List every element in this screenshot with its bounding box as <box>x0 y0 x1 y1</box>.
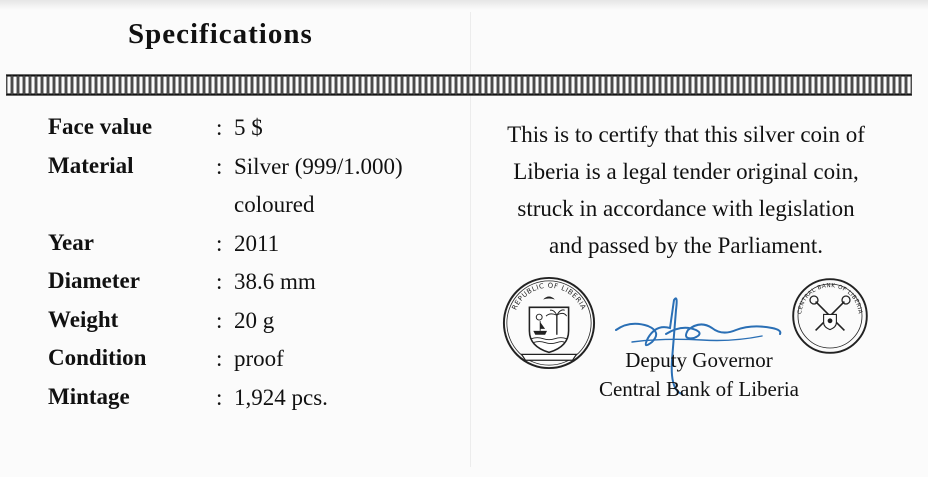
spec-value: 38.6 mm <box>234 269 316 294</box>
spec-label: Condition <box>48 345 147 370</box>
spec-label: Year <box>48 229 94 255</box>
spec-value-continued: coloured <box>234 192 315 217</box>
top-edge-shadow <box>0 0 928 10</box>
spec-label: Weight <box>48 306 119 332</box>
spec-separator: : <box>216 307 223 333</box>
svg-text:CENTRAL BANK OF LIBERIA: CENTRAL BANK OF LIBERIA <box>797 283 863 315</box>
certification-line: Liberia is a legal tender original coin, <box>513 159 859 184</box>
spec-value: 20 g <box>234 307 275 333</box>
spec-label: Mintage <box>48 383 130 409</box>
certification-line: This is to certify that this silver coin of <box>507 122 865 147</box>
certification-line: struck in accordance with legislation <box>517 196 855 221</box>
spec-separator: : <box>216 230 223 256</box>
svg-text:REPUBLIC OF LIBERIA: REPUBLIC OF LIBERIA <box>510 281 588 312</box>
decorative-border <box>6 74 912 96</box>
spec-separator: : <box>216 153 223 179</box>
spec-value: Silver (999/1.000) <box>234 153 403 179</box>
page-title: Specifications <box>128 18 313 50</box>
spec-value: 5 $ <box>234 115 263 140</box>
spec-separator: : <box>216 269 223 294</box>
certification-statement <box>478 116 894 264</box>
spec-label: Material <box>48 152 134 178</box>
spec-value: proof <box>234 346 284 371</box>
spec-separator: : <box>216 384 223 410</box>
spec-value: 1,924 pcs. <box>234 384 328 410</box>
central-bank-seal-icon <box>790 276 870 356</box>
signatory-block <box>560 346 838 404</box>
spec-label: Diameter <box>48 268 140 293</box>
spec-value: 2011 <box>234 230 280 256</box>
spec-label: Face value <box>48 114 153 139</box>
spec-separator: : <box>216 346 223 371</box>
signatory-organization: Central Bank of Liberia <box>598 377 799 401</box>
certification-line: and passed by the Parliament. <box>548 233 823 258</box>
signatory-title: Deputy Governor <box>625 348 773 372</box>
spec-separator: : <box>216 115 223 140</box>
